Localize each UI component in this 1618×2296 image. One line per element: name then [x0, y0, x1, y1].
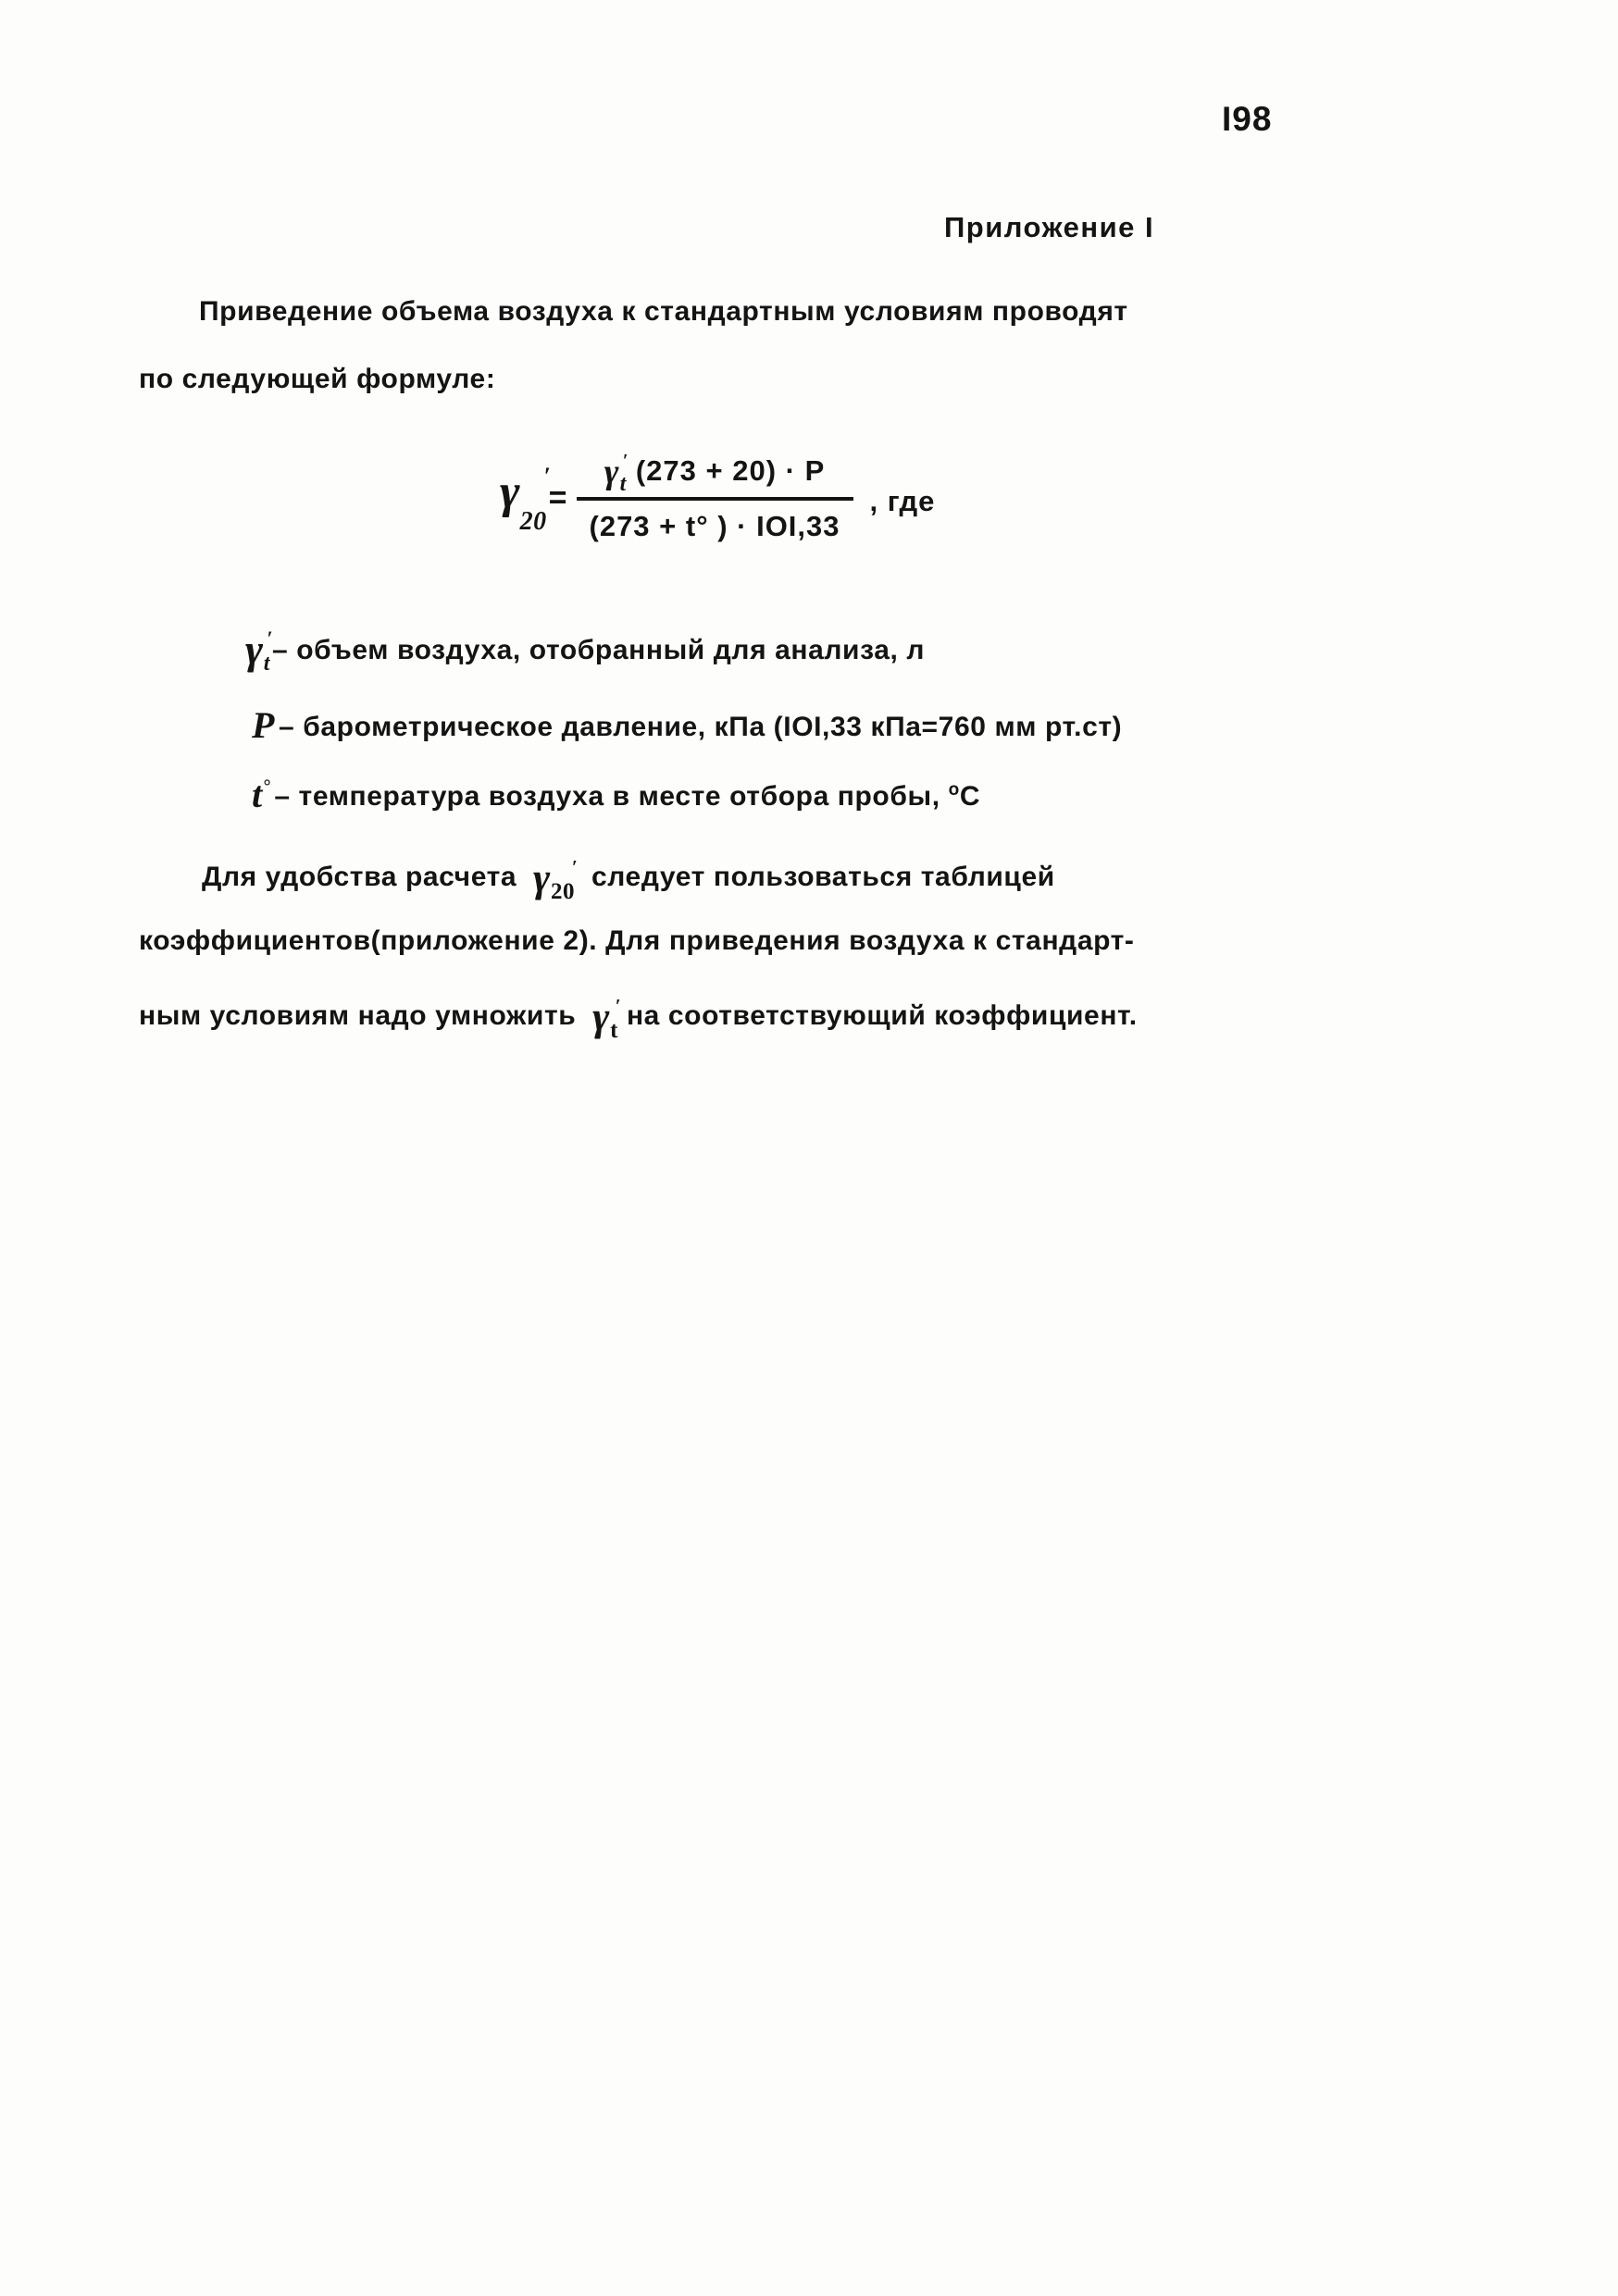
- definition-t: [252, 773, 980, 816]
- formula-left-gamma: γ: [500, 465, 520, 519]
- formula-equals-sign: =: [548, 479, 567, 515]
- definition-gamma-text: – объем воздуха, отобранный для анализа, л: [272, 634, 926, 665]
- closing-line3-before: ным условиям надо умножить: [139, 1000, 577, 1031]
- closing-paragraph-line-2: коэффициентов(приложение 2). Для приведения воздуха к стандарт-: [139, 925, 1135, 956]
- numerator-gamma-letter: γ: [604, 453, 620, 491]
- closing-line1-gamma: γ: [533, 855, 551, 900]
- definition-t-degree: °: [262, 776, 271, 797]
- formula-comma: ,: [869, 485, 879, 517]
- definition-t-text: – температура воздуха в месте отбора пробы,: [274, 781, 940, 812]
- definition-symbol-p: P: [252, 704, 276, 746]
- numerator-gamma-symbol: [604, 451, 629, 496]
- closing-line3-symbol: [592, 994, 621, 1043]
- closing-line1-prime: ′: [571, 856, 579, 878]
- definition-symbol-t: [252, 773, 270, 816]
- formula-denominator: (273 + t° ) · IOI,33: [589, 510, 840, 542]
- appendix-label: Приложение I: [944, 211, 1155, 243]
- definition-p: [252, 703, 1122, 747]
- closing-line3-gamma: γ: [592, 994, 611, 1039]
- closing-paragraph-line-3: [139, 994, 1138, 1043]
- closing-line1-subscript: 20: [550, 879, 576, 904]
- definition-symbol-gamma-t: [245, 626, 274, 676]
- intro-paragraph-line-2: по следующей формуле:: [139, 364, 496, 394]
- numerator-gamma-prime: ′: [622, 451, 629, 471]
- numerator-expression: (273 + 20) · P: [635, 454, 826, 487]
- closing-paragraph-line-1: [202, 855, 1055, 904]
- definition-gamma-prime: ′: [267, 627, 274, 650]
- formula-left-symbol: [500, 463, 551, 536]
- formula-block: [500, 449, 935, 543]
- formula-left-prime: ′: [543, 463, 551, 490]
- closing-line1-after: следует пользоваться таблицей: [591, 862, 1055, 892]
- closing-line3-subscript: t: [610, 1018, 618, 1043]
- closing-line1-symbol: [533, 855, 579, 904]
- definition-p-text: – барометрическое давление, кПа (IOI,33 кПа=760 мм рт.ст): [279, 712, 1123, 742]
- closing-line3-after: на соответствующий коэффициент.: [626, 1000, 1138, 1031]
- formula-fraction: [577, 449, 853, 543]
- definition-t-unit: $^o$C: [948, 780, 981, 812]
- formula-left-subscript: 20: [519, 506, 547, 536]
- page-number: I98: [1222, 100, 1273, 138]
- definition-gamma-t: [245, 626, 926, 676]
- closing-line1-before: Для удобства расчета: [202, 862, 517, 892]
- definition-gamma-letter: γ: [245, 626, 264, 673]
- definition-gamma-subscript: t: [263, 652, 271, 676]
- numerator-gamma-subscript: t: [619, 472, 628, 496]
- intro-paragraph-line-1: Приведение объема воздуха к стандартным условиям проводят: [199, 296, 1128, 327]
- formula-numerator: [591, 449, 839, 497]
- definition-t-letter: t: [252, 774, 263, 815]
- formula-where-word: где: [887, 485, 936, 517]
- closing-line3-prime: ′: [615, 995, 621, 1017]
- definition-t-unit-degree: o: [948, 780, 960, 800]
- formula-where-label: [870, 485, 936, 518]
